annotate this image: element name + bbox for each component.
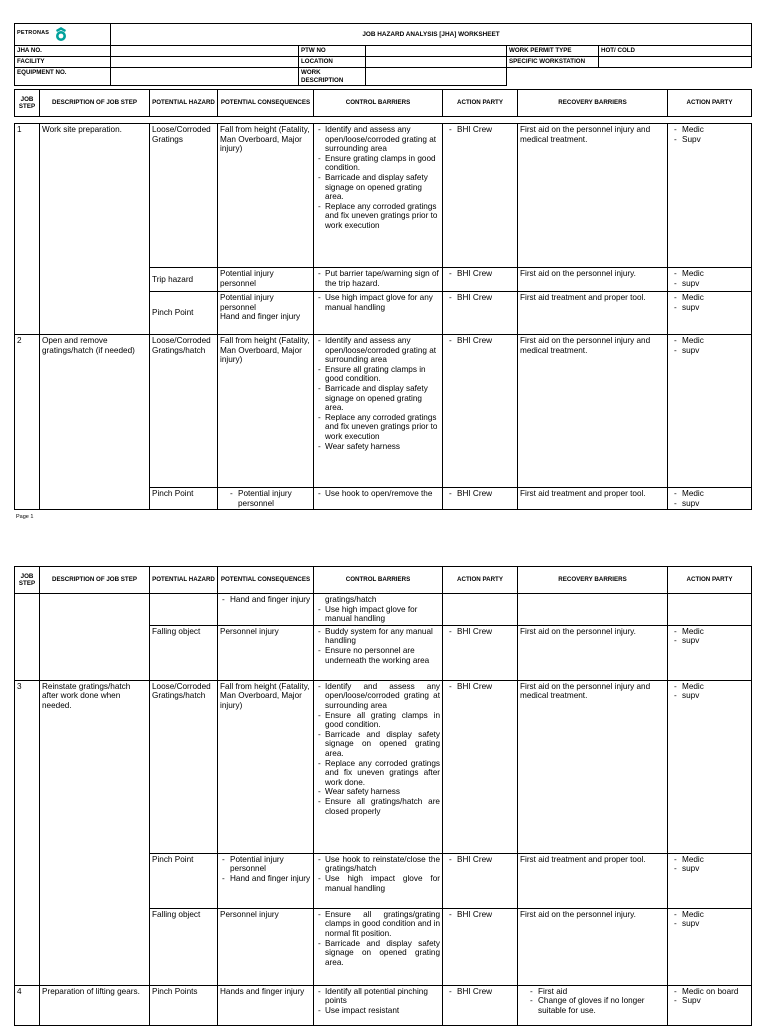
list-item: - supv	[670, 346, 749, 356]
column-header-row	[15, 567, 752, 594]
hazard: Pinch Point	[150, 853, 218, 908]
list-item: - Medic	[670, 125, 749, 135]
control-barriers	[314, 594, 443, 626]
recovery-barrier: First aid treatment and proper tool.	[518, 488, 668, 510]
jha-table-page1	[14, 89, 752, 510]
hazard: Loose/Corroded Gratings/hatch	[150, 335, 218, 488]
action-party-2	[668, 268, 752, 292]
list-item: - Medic on board	[670, 987, 749, 997]
hazard: Falling object	[150, 908, 218, 985]
control-barriers	[314, 292, 443, 335]
col-recovery: RECOVERY BARRIERS	[518, 567, 668, 594]
brand-name: PETRONAS	[17, 30, 50, 37]
consequence	[218, 853, 314, 908]
col-description: DESCRIPTION OF JOB STEP	[40, 567, 150, 594]
consequence	[218, 292, 314, 335]
list-item: - Barricade and display safety signage on opened grating area.	[316, 730, 440, 759]
list-item: - Medic	[670, 269, 749, 279]
petronas-logo-icon	[53, 26, 69, 42]
action-party	[443, 625, 518, 680]
list-item: - Use impact resistant	[316, 1006, 440, 1016]
action-party-2	[668, 335, 752, 488]
list-item: - Ensure grating clamps in good condition.	[316, 154, 440, 173]
page-2	[0, 540, 768, 1024]
hazard: Loose/Corroded Gratings	[150, 124, 218, 268]
action-party	[443, 488, 518, 510]
list-item: - Identify all potential pinching points	[316, 987, 440, 1006]
list-item: - Ensure no personnel are underneath the working area	[316, 646, 440, 665]
ptw-no-value[interactable]	[366, 46, 507, 57]
list-item: - Replace any corroded gratings and fix uneven gratings prior to work execution	[316, 202, 440, 231]
list-item: - Supv	[670, 996, 749, 1006]
consequence: Potential injury personnel	[218, 268, 314, 292]
action-party-2	[668, 292, 752, 335]
col-action-party: ACTION PARTY	[443, 90, 518, 117]
list-item: - Ensure all grating clamps in good condition.	[316, 365, 440, 384]
list-item: - BHI Crew	[445, 293, 515, 303]
logo-cell	[15, 24, 111, 46]
recovery-barrier: First aid on the personnel injury.	[518, 268, 668, 292]
action-party-2	[668, 625, 752, 680]
work-description-label: WORK DESCRIPTION	[299, 68, 366, 86]
list-item: - supv	[670, 499, 749, 509]
col-action-party: ACTION PARTY	[443, 567, 518, 594]
table-row	[15, 335, 752, 488]
list-item: - supv	[670, 919, 749, 929]
action-party-2	[668, 985, 752, 1025]
list-item: - Hand and finger injury	[218, 595, 312, 605]
jha-no-label: JHA NO.	[15, 46, 111, 57]
list-item: - BHI Crew	[445, 336, 515, 346]
worksheet-title: JOB HAZARD ANALYSIS [JHA] WORKSHEET	[111, 24, 752, 46]
list-item: - Potential injury personnel	[218, 855, 312, 874]
list-item: - supv	[670, 691, 749, 701]
list-item: - supv	[670, 279, 749, 289]
list-item: - supv	[670, 636, 749, 646]
list-item: - Identify and assess any open/loose/corroded grating at surrounding area	[316, 336, 440, 365]
control-barriers	[314, 625, 443, 680]
recovery-barrier: First aid treatment and proper tool.	[518, 292, 668, 335]
consequence	[218, 594, 314, 626]
col-consequences: POTENTIAL CONSEQUENCES	[218, 567, 314, 594]
jha-no-value[interactable]	[111, 46, 299, 57]
list-item: - Use high impact glove for manual handling	[316, 874, 440, 893]
consequence: Fall from height (Fatality, Man Overboard, Major injury)	[218, 335, 314, 488]
hazard: Pinch Point	[150, 292, 218, 335]
list-item: - Replace any corroded gratings and fix uneven gratings after work done.	[316, 759, 440, 788]
consequence: Fall from height (Fatality, Man Overboard, Major injury)	[218, 680, 314, 853]
list-item: - Wear safety harness	[316, 442, 440, 452]
list-item: - First aid	[520, 987, 665, 997]
work-permit-type-value[interactable]: HOT/ COLD	[599, 46, 752, 57]
consequence	[218, 488, 314, 510]
list-item: - Medic	[670, 336, 749, 346]
list-item: - BHI Crew	[445, 269, 515, 279]
hazard: Trip hazard	[150, 268, 218, 292]
list-item: - supv	[670, 303, 749, 313]
jha-table-page2	[14, 566, 752, 1026]
consequence: Hands and finger injury	[218, 985, 314, 1025]
table-row	[15, 124, 752, 268]
specific-workstation-value[interactable]	[599, 57, 752, 68]
step-description: Work site preparation.	[40, 124, 150, 335]
list-item: - Ensure all gratings/hatch are closed properly	[316, 797, 440, 816]
consequence-line: Hand and finger injury	[220, 312, 301, 322]
list-item: - Identify and assess any open/loose/corroded grating at surrounding area	[316, 682, 440, 711]
consequence-line: Potential injury personnel	[220, 293, 274, 312]
list-item: - Buddy system for any manual handling	[316, 627, 440, 646]
list-item: - Medic	[670, 489, 749, 499]
list-item: - Barricade and display safety signage on opened grating area.	[316, 384, 440, 413]
control-barriers	[314, 908, 443, 985]
col-control: CONTROL BARRIERS	[314, 90, 443, 117]
hazard: Loose/Corroded Gratings/hatch	[150, 680, 218, 853]
list-item: - Barricade and display safety signage on opened grating area.	[316, 939, 440, 968]
facility-value[interactable]	[111, 57, 299, 68]
action-party-2	[668, 908, 752, 985]
jha-header-table	[14, 23, 752, 86]
col-hazard: POTENTIAL HAZARD	[150, 90, 218, 117]
recovery-barrier: First aid treatment and proper tool.	[518, 853, 668, 908]
list-item: - Ensure all gratings/grating clamps in good condition and in normal fit position.	[316, 910, 440, 939]
consequence: Personnel injury	[218, 625, 314, 680]
list-item: - Change of gloves if no longer suitable for use.	[520, 996, 665, 1015]
control-barriers	[314, 680, 443, 853]
col-action-party-2: ACTION PARTY	[668, 567, 752, 594]
col-hazard: POTENTIAL HAZARD	[150, 567, 218, 594]
recovery-barrier: First aid on the personnel injury and medical treatment.	[518, 124, 668, 268]
control-continuation: gratings/hatch	[325, 595, 377, 604]
recovery-barrier: First aid on the personnel injury.	[518, 625, 668, 680]
list-item: - Use high impact glove for any manual handling	[316, 293, 440, 312]
ptw-no-label: PTW NO	[299, 46, 366, 57]
step-number: 2	[15, 335, 40, 510]
recovery-barrier: First aid on the personnel injury and medical treatment.	[518, 335, 668, 488]
step-number: 4	[15, 985, 40, 1025]
work-description-value[interactable]	[366, 68, 507, 86]
list-item: - Identify and assess any open/loose/corroded grating at surrounding area	[316, 125, 440, 154]
facility-label: FACILITY	[15, 57, 111, 68]
list-item: - supv	[670, 864, 749, 874]
control-barriers	[314, 124, 443, 268]
recovery-barrier: First aid on the personnel injury and medical treatment.	[518, 680, 668, 853]
list-item: - Medic	[670, 293, 749, 303]
col-description: DESCRIPTION OF JOB STEP	[40, 90, 150, 117]
action-party	[443, 985, 518, 1025]
hazard: Pinch Points	[150, 985, 218, 1025]
location-value[interactable]	[366, 57, 507, 68]
table-row	[15, 594, 752, 626]
list-item: - Supv	[670, 135, 749, 145]
list-item: - Barricade and display safety signage on opened grating area.	[316, 173, 440, 202]
control-barriers	[314, 335, 443, 488]
col-job-step: JOB STEP	[15, 90, 40, 117]
list-item: - Hand and finger injury	[218, 874, 312, 884]
col-control: CONTROL BARRIERS	[314, 567, 443, 594]
equipment-no-label: EQUIPMENT NO.	[15, 68, 111, 86]
column-header-row	[15, 90, 752, 117]
list-item: - BHI Crew	[445, 682, 515, 692]
page-footer: Page 1	[16, 514, 34, 520]
list-item: - BHI Crew	[445, 627, 515, 637]
work-permit-type-label: WORK PERMIT TYPE	[507, 46, 599, 57]
list-item: - BHI Crew	[445, 125, 515, 135]
equipment-no-value[interactable]	[111, 68, 299, 86]
action-party	[443, 124, 518, 268]
step-number: 3	[15, 680, 40, 985]
table-row	[15, 680, 752, 853]
action-party	[443, 680, 518, 853]
control-barriers	[314, 488, 443, 510]
list-item: - Medic	[670, 855, 749, 865]
list-item: - Use hook to reinstate/close the gratings/hatch	[316, 855, 440, 874]
action-party-2	[668, 853, 752, 908]
action-party-2	[668, 124, 752, 268]
step-description: Reinstate gratings/hatch after work done when needed.	[40, 680, 150, 985]
list-item: - BHI Crew	[445, 987, 515, 997]
list-item: - Medic	[670, 627, 749, 637]
step-description: Open and remove gratings/hatch (if needed)	[40, 335, 150, 510]
recovery-barrier	[518, 985, 668, 1025]
specific-workstation-label: SPECIFIC WORKSTATION	[507, 57, 599, 68]
list-item: - Replace any corroded gratings and fix uneven gratings prior to work execution	[316, 413, 440, 442]
table-row	[15, 985, 752, 1025]
hazard: Falling object	[150, 625, 218, 680]
step-number: 1	[15, 124, 40, 335]
recovery-barrier: First aid on the personnel injury.	[518, 908, 668, 985]
list-item: - Potential injury personnel	[220, 489, 311, 508]
consequence: Personnel injury	[218, 908, 314, 985]
col-job-step: JOB STEP	[15, 567, 40, 594]
location-label: LOCATION	[299, 57, 366, 68]
action-party	[443, 292, 518, 335]
list-item: - Wear safety harness	[316, 787, 440, 797]
list-item: - BHI Crew	[445, 489, 515, 499]
control-barriers	[314, 853, 443, 908]
action-party-2	[668, 680, 752, 853]
list-item: - Medic	[670, 682, 749, 692]
action-party	[443, 268, 518, 292]
control-barriers	[314, 985, 443, 1025]
col-recovery: RECOVERY BARRIERS	[518, 90, 668, 117]
action-party-2	[668, 488, 752, 510]
list-item: - Put barrier tape/warning sign of the trip hazard.	[316, 269, 440, 288]
hazard: Pinch Point	[150, 488, 218, 510]
col-consequences: POTENTIAL CONSEQUENCES	[218, 90, 314, 117]
control-barriers	[314, 268, 443, 292]
list-item: - BHI Crew	[445, 855, 515, 865]
list-item: - Ensure all grating clamps in good condition.	[316, 711, 440, 730]
col-action-party-2: ACTION PARTY	[668, 90, 752, 117]
list-item: - Use high impact glove for manual handling	[316, 605, 440, 624]
action-party	[443, 335, 518, 488]
step-description: Preparation of lifting gears.	[40, 985, 150, 1025]
action-party	[443, 908, 518, 985]
action-party	[443, 853, 518, 908]
list-item: - Use hook to open/remove the	[316, 489, 440, 499]
consequence: Fall from height (Fatality, Man Overboard, Major injury)	[218, 124, 314, 268]
list-item: - BHI Crew	[445, 910, 515, 920]
list-item: - Medic	[670, 910, 749, 920]
